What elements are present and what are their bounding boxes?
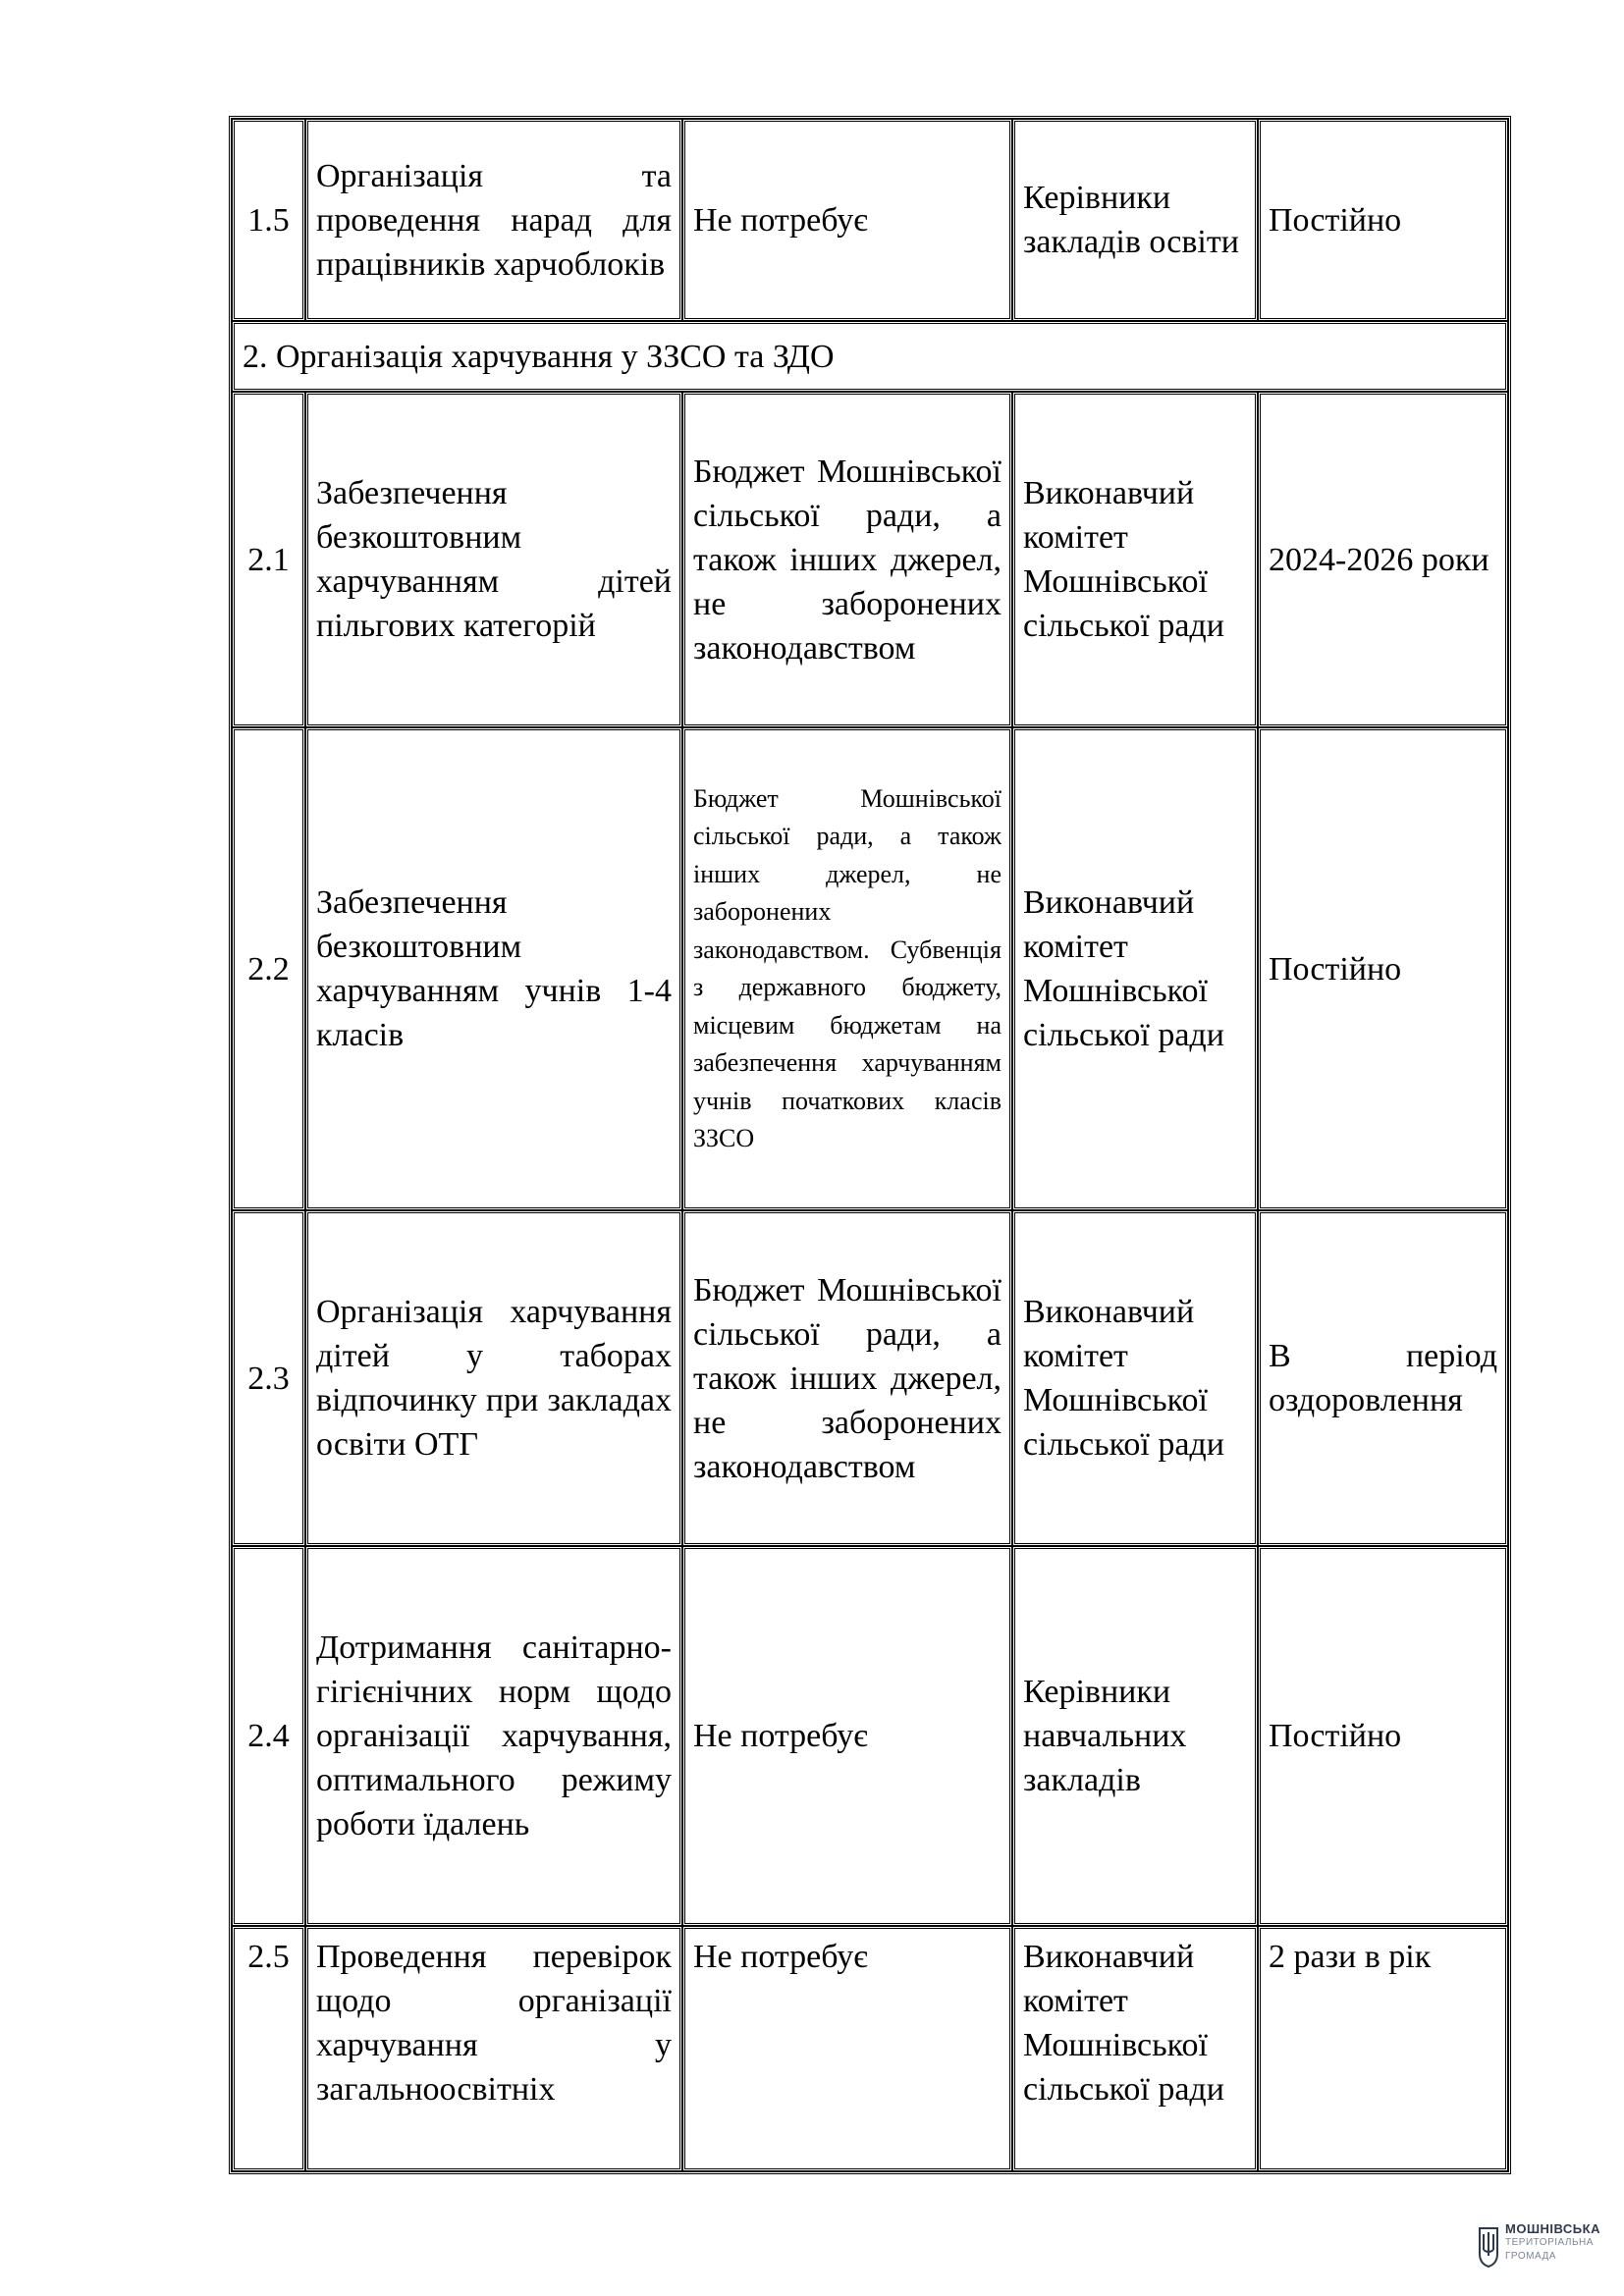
section-title: 2. Організація харчування у ЗЗСО та ЗДО	[232, 321, 1508, 392]
row-number: 1.5	[232, 119, 305, 321]
executor-cell: Виконавчий комітет Мошнівської сільської ради	[1012, 1926, 1258, 2171]
executor-cell: Виконавчий комітет Мошнівської сільської ради	[1012, 392, 1258, 727]
task-cell: Організація харчування дітей у таборах відпочинку при закладах освіти ОТГ	[305, 1210, 682, 1546]
executor-cell: Керівники навчальних закладів	[1012, 1546, 1258, 1926]
funding-cell: Бюджет Мошнівської сільської ради, а також інших джерел, не заборонених законодавством. Субвенція з державного бюджету, місцевим бюджетам на забезпечення харчуванням учнів початкових класів ЗЗСО	[682, 727, 1012, 1210]
logo-subtitle-1: ТЕРИТОРІАЛЬНА	[1505, 2237, 1594, 2248]
term-cell: 2024-2026 роки	[1258, 392, 1508, 727]
table-row	[232, 1546, 1508, 1926]
row-number: 2.5	[232, 1926, 305, 2171]
term-cell: 2 рази в рік	[1258, 1926, 1508, 2171]
measures-table	[229, 116, 1511, 2174]
table-row	[232, 1926, 1508, 2171]
funding-cell: Не потребує	[682, 119, 1012, 321]
term-cell: Постійно	[1258, 727, 1508, 1210]
executor-cell: Керівники закладів освіти	[1012, 119, 1258, 321]
task-cell: Організація та проведення нарад для працівників харчоблоків	[305, 119, 682, 321]
term-cell: Постійно	[1258, 1546, 1508, 1926]
row-number: 2.4	[232, 1546, 305, 1926]
row-number: 2.3	[232, 1210, 305, 1546]
table-row	[232, 392, 1508, 727]
funding-cell: Бюджет Мошнівської сільської ради, а також інших джерел, не заборонених законодавством	[682, 392, 1012, 727]
logo-title: МОШНІВСЬКА	[1505, 2221, 1600, 2236]
funding-cell: Не потребує	[682, 1926, 1012, 2171]
task-cell: Забезпечення безкоштовним харчуванням учнів 1-4 класів	[305, 727, 682, 1210]
executor-cell: Виконавчий комітет Мошнівської сільської ради	[1012, 1210, 1258, 1546]
row-number: 2.2	[232, 727, 305, 1210]
task-cell: Забезпечення безкоштовним харчуванням дітей пільгових категорій	[305, 392, 682, 727]
funding-cell: Бюджет Мошнівської сільської ради, а також інших джерел, не заборонених законодавством	[682, 1210, 1012, 1546]
funding-cell: Не потребує	[682, 1546, 1012, 1926]
task-cell: Дотримання санітарно-гігієнічних норм щодо організації харчування, оптимального режиму роботи їдалень	[305, 1546, 682, 1926]
row-number: 2.1	[232, 392, 305, 727]
term-cell: В період оздоровлення	[1258, 1210, 1508, 1546]
term-cell: Постійно	[1258, 119, 1508, 321]
executor-cell: Виконавчий комітет Мошнівської сільської ради	[1012, 727, 1258, 1210]
logo-subtitle-2: ГРОМАДА	[1505, 2251, 1556, 2262]
section-row	[232, 321, 1508, 392]
task-cell: Проведення перевірок щодо організації харчування у загальноосвітніх	[305, 1926, 682, 2171]
table-row	[232, 727, 1508, 1210]
trident-emblem-icon	[1478, 2224, 1499, 2268]
table-row	[232, 119, 1508, 321]
table-row	[232, 1210, 1508, 1546]
community-logo	[1478, 2220, 1615, 2275]
